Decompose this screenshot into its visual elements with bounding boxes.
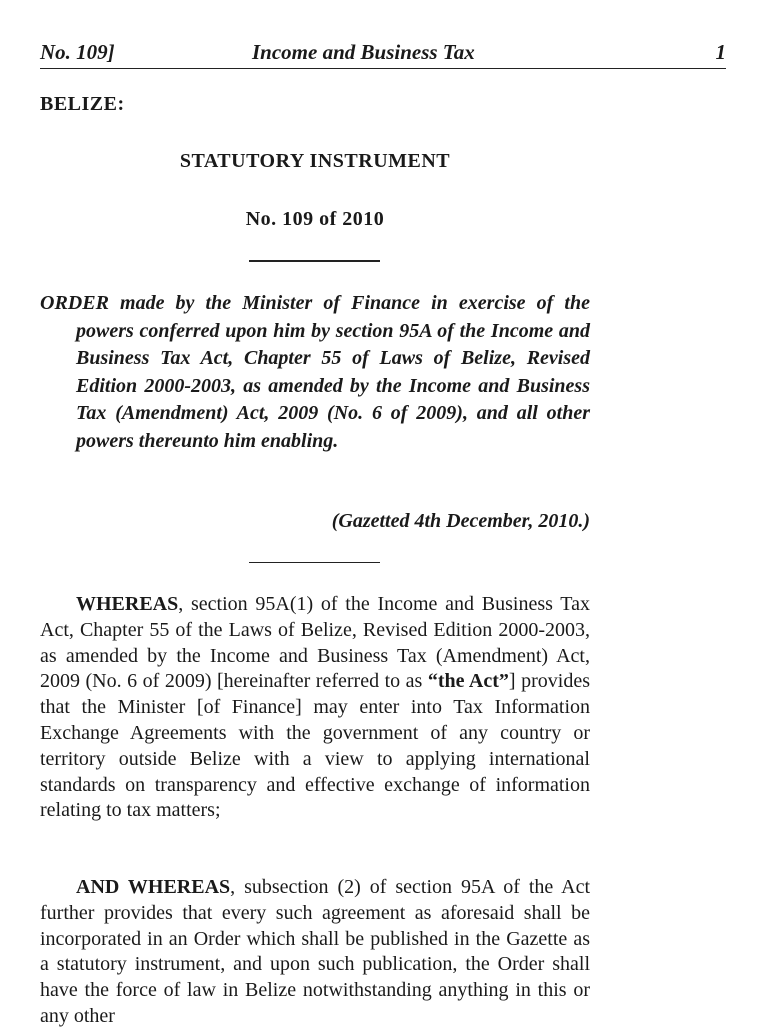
whereas-paragraph [40,592,590,824]
and-whereas-lead: AND WHEREAS [76,876,231,898]
divider-rule [249,562,380,563]
paragraph-text: , section 95A(1) of the Income and Business Tax Act, Chapter 55 of the Laws of Belize, Revised Edition 2000-2003, as amended by the Income and Business Tax (Amendment) Act, 2009 (No. 6 of 2009) [hereinafter referred to as [40,593,590,693]
country-heading: BELIZE: [40,93,125,115]
order-preamble: ORDER made by the Minister of Finance in exercise of the powers conferred upon him by section 95A of the Income and Business Tax Act, Chapter 55 of Laws of Belize, Revised Edition 2000-2003, as amended by the Income and Business Tax (Amendment) Act, 2009 (No. 6 of 2009), and all other powers thereunto him enabling. [40,292,590,452]
header-act-title: Income and Business Tax [252,40,475,64]
defined-term: “the Act” [427,670,509,693]
paragraph-text: ] provides that the Minister [of Finance] may enter into Tax Information Exchange Agreements with the government of any country or territory outside Belize with a view to applying international standards on transparency and effective exchange of information relating to tax matters; [40,670,590,822]
instrument-title: STATUTORY INSTRUMENT [179,150,451,172]
header-page-number: 1 [715,40,726,64]
header-instrument-number: No. 109] [40,40,115,64]
paragraph-text: , subsection (2) of section 95A of the Act further provides that every such agreement as aforesaid shall be incorporated in an Order which shall be published in the Gazette as a statutory instrument, and upon such publication, the Order shall have the force of law in Belize notwithstanding anything in this or any other [40,876,590,1027]
instrument-number: No. 109 of 2010 [245,208,385,230]
whereas-lead: WHEREAS [76,593,179,615]
gazetted-date: (Gazetted 4th December, 2010.) [331,510,590,532]
divider-rule [249,260,380,262]
and-whereas-paragraph [40,875,590,1030]
running-header [40,38,726,69]
